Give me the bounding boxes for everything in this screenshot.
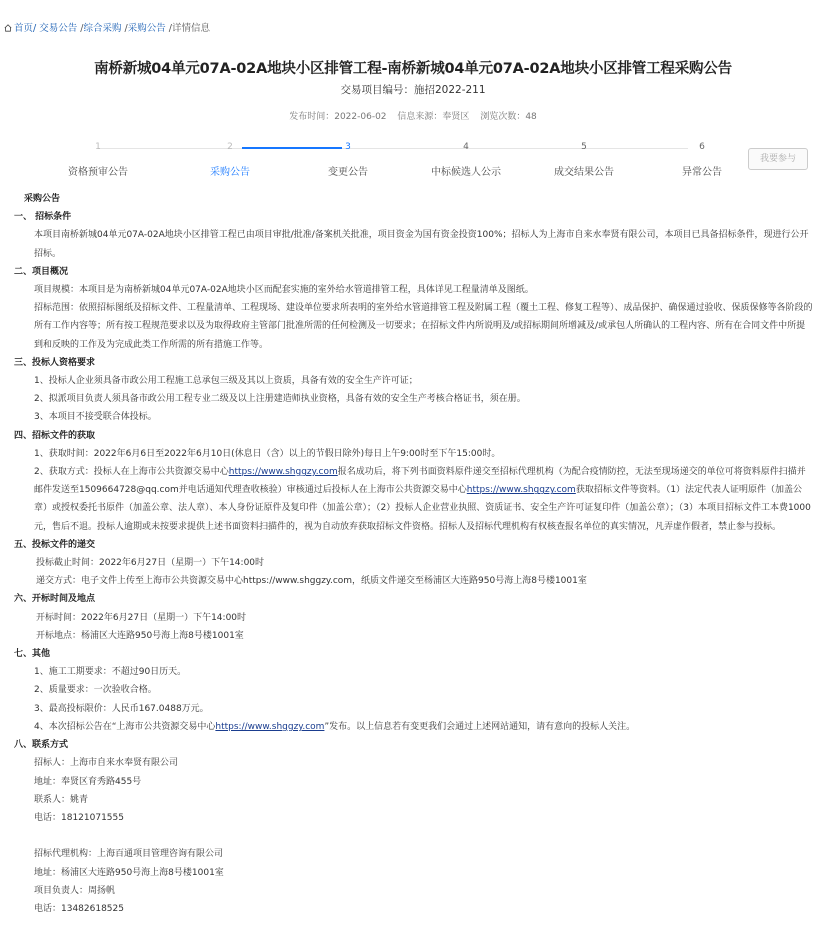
shggzy-link[interactable]: https://www.shggzy.com: [466, 485, 576, 496]
step-label: 中标候选人公示: [431, 167, 501, 178]
paragraph: 1、施工工期要求：不超过90日历天。: [34, 667, 187, 678]
breadcrumb-purchase[interactable]: 采购公告: [127, 23, 166, 34]
breadcrumb-sep: /: [77, 23, 84, 34]
step-abnormal[interactable]: [643, 141, 761, 178]
agent-line: 项目负责人：周扬帆: [34, 885, 116, 896]
contact-line: 电话：18121071555: [34, 812, 124, 823]
breadcrumb-sep: /: [121, 23, 128, 34]
shggzy-link[interactable]: https://www.shggzy.com: [228, 467, 338, 478]
step-number: 4: [463, 142, 469, 152]
paragraph: 递交方式：电子文件上传至上海市公共资源交易中心https://www.shggzy.com，纸质文件递交至杨浦区大连路950号海上海8号楼1001室: [36, 576, 587, 587]
section-title: 二、项目概况: [14, 266, 69, 277]
section-title: 六、开标时间及地点: [14, 594, 96, 605]
breadcrumb-sep: /: [165, 23, 172, 34]
paragraph: [14, 718, 814, 736]
step-label: 资格预审公告: [68, 167, 128, 178]
text: 报名成功后，将下列书面资料原件递交至招标代理机构（为配合疫情防控，无法至现场递交的单位可将资料原件扫描并邮件发送至1509664728@qq.com并电话通知代理查收核验）审核通过后投标人在上海市公共资源交易中心: [34, 467, 806, 496]
paragraph: 本项目南桥新城04单元07A-02A地块小区排管工程已由项目审批/批准/备案机关批准，项目资金为国有资金投资100%；招标人为上海市自来水奉贤有限公司，本项目已具备招标条件，现进行公开招标。: [34, 230, 809, 259]
step-label: 成交结果公告: [554, 167, 614, 178]
step-number: 6: [699, 142, 705, 152]
text: 获取招标文件等资料。（1）法定代表人证明原件（加盖公章）或授权委托书原件（加盖公章、法人章）、本人身份证原件及复印件（加盖公章）；（2）投标人企业营业执照、资质证书、安全生产许可证复印件（加盖公章）；（3）本项目招标文件工本费1000元，售后不退。投标人逾期或未按要求提供上述书面资料扫描件的，视为自动放弃获取招标文件资格。招标人及招标代理机构有权核查报名单位的真实情况，凡弄虚作假者，禁止参与投标。: [34, 485, 811, 532]
page-title: 南桥新城04单元07A-02A地块小区排管工程-南桥新城04单元07A-02A地块小区排管工程采购公告: [94, 61, 732, 77]
step-number: 1: [95, 142, 101, 152]
section-title: 五、投标文件的递交: [14, 539, 96, 550]
step-label: 变更公告: [328, 167, 368, 178]
step-purchase[interactable]: [171, 141, 289, 178]
spacer: [14, 827, 814, 845]
announcement-body: [14, 190, 814, 918]
section-title: 三、投标人资格要求: [14, 357, 96, 368]
section-title: 八、联系方式: [14, 740, 69, 751]
step-change[interactable]: [289, 141, 407, 178]
step-number: 2: [227, 142, 233, 152]
agent-line: 地址：杨浦区大连路950号海上海8号楼1001室: [34, 867, 224, 878]
breadcrumb-general[interactable]: 综合采购: [83, 23, 122, 34]
step-prequalification[interactable]: [39, 141, 157, 178]
paragraph: 投标截止时间：2022年6月27日（星期一）下午14:00时: [36, 558, 265, 569]
contact-line: 地址：奉贤区育秀路455号: [34, 776, 142, 787]
process-steps: [40, 141, 746, 181]
section-title: 七、其他: [14, 649, 51, 660]
paragraph: 项目规模：本项目是为南桥新城04单元07A-02A地块小区而配套实施的室外给水管道排管工程，具体详见工程量清单及图纸。: [34, 285, 534, 296]
step-label: 异常公告: [682, 167, 722, 178]
contact-line: 招标人：上海市自来水奉贤有限公司: [34, 758, 179, 769]
paragraph: 3、最高投标限价：人民币167.0488万元。: [34, 703, 209, 714]
step-number: 3: [345, 142, 351, 152]
view-count: 浏览次数：48: [480, 112, 537, 122]
agent-line: 招标代理机构：上海百通项目管理咨询有限公司: [34, 849, 224, 860]
paragraph: 开标地点：杨浦区大连路950号海上海8号楼1001室: [36, 630, 244, 641]
breadcrumb-trade[interactable]: 交易公告: [36, 23, 78, 34]
paragraph: 2、拟派项目负责人须具备市政公用工程专业二级及以上注册建造师执业资格，具备有效的安全生产考核合格证书，须在册。: [34, 394, 526, 405]
breadcrumb: [4, 20, 210, 34]
paragraph: [14, 463, 814, 536]
shggzy-link[interactable]: https://www.shggzy.com: [215, 721, 325, 732]
announcement-heading: 采购公告: [24, 194, 61, 204]
step-candidate[interactable]: [407, 141, 525, 178]
info-source: 信息来源：奉贤区: [397, 112, 470, 122]
contact-line: 联系人：姚青: [34, 794, 89, 805]
paragraph: 1、获取时间：2022年6月6日至2022年6月10日(休息日（含）以上的节假日除外)每日上午9:00时至下午15:00时。: [34, 448, 501, 459]
section-title: 四、招标文件的获取: [14, 430, 96, 441]
section-title: 一、 招标条件: [14, 212, 72, 223]
paragraph: 1、投标人企业须具备市政公用工程施工总承包三级及其以上资质，具备有效的安全生产许可证；: [34, 376, 418, 387]
agent-line: 电话：13482618525: [34, 903, 124, 914]
text: ”发布。以上信息若有变更我们会通过上述网站通知，请有意向的投标人关注。: [324, 721, 636, 732]
join-button[interactable]: 我要参与: [748, 148, 808, 170]
project-number: 交易项目编号：施招2022-211: [340, 84, 486, 96]
paragraph: 2、质量要求：一次验收合格。: [34, 685, 157, 696]
paragraph: 招标范围：依照招标图纸及招标文件、工程量清单、工程现场、建设单位要求所表明的室外给水管道排管工程及附属工程（覆土工程、修复工程等）、成品保护、确保通过验收、保质保修等各阶段的所有工作内容等；所有按工程规范要求以及为取得政府主管部门批准所需的任何检测及一切要求；在招标文件内所说明及/或招标期间所增减及/或承包人所确认的工程内容、所有在合同文件中所提到和反映的工作及为完成此类工作所需的所有措施工作等。: [34, 303, 813, 350]
step-result[interactable]: [525, 141, 643, 178]
paragraph: 开标时间：2022年6月27日（星期一）下午14:00时: [36, 612, 247, 623]
text: 2、获取方式：投标人在上海市公共资源交易中心: [34, 467, 229, 478]
breadcrumb-home[interactable]: 首页/: [14, 23, 37, 34]
meta-info: [0, 109, 826, 122]
publish-time: 发布时间：2022-06-02: [289, 112, 387, 122]
text: 4、本次招标公告在“上海市公共资源交易中心: [34, 721, 216, 732]
home-icon[interactable]: [4, 24, 12, 32]
step-label: 采购公告: [210, 167, 250, 178]
paragraph: 3、本项目不接受联合体投标。: [34, 412, 157, 423]
breadcrumb-current: 详情信息: [171, 23, 210, 34]
step-number: 5: [581, 142, 587, 152]
